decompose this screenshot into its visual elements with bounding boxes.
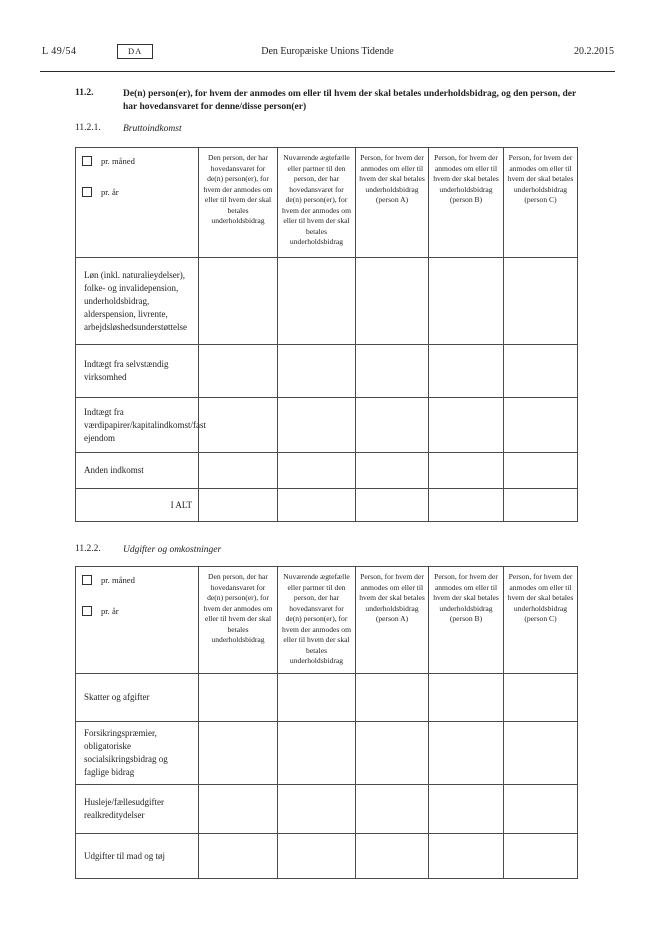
column-header-person-b: Person, for hvem der anmodes om eller til hvem der skal betales underholdsbidrag (person B) xyxy=(429,567,504,674)
amount-cell xyxy=(278,258,356,345)
amount-cell xyxy=(199,785,278,834)
table-row xyxy=(76,674,578,722)
column-header-spouse-partner: Nuværende ægtefælle eller partner til den person, der har hovedansvaret for de(n) person(er), for hvem der anmodes om eller til hvem der skal betales underholdsbidrag xyxy=(278,148,356,258)
amount-cell xyxy=(429,722,504,785)
row-label-salary-pension: Løn (inkl. naturalieydelser), folke- og invalidepension, underholdsbidrag, alderspension, livrente, arbejdsløshedsunderstøttelse xyxy=(76,258,199,345)
column-header-person-c: Person, for hvem der anmodes om eller til hvem der skal betales underholdsbidrag (person C) xyxy=(504,148,578,258)
row-label-self-employment: Indtægt fra selvstændig virksomhed xyxy=(76,345,199,398)
per-year-option xyxy=(82,606,192,617)
section-11-2-1 xyxy=(75,123,580,136)
per-year-checkbox[interactable] xyxy=(82,606,92,616)
section-title: De(n) person(er), for hvem der anmodes om eller til hvem der skal betales underholdsbidrag, og den person, der har hovedansvaret for denne/disse person(er) xyxy=(123,89,576,112)
amount-cell xyxy=(429,674,504,722)
section-11-2-2 xyxy=(75,544,580,557)
per-year-option xyxy=(82,187,192,198)
amount-cell xyxy=(199,834,278,879)
total-row xyxy=(76,489,578,522)
row-label-securities-property: Indtægt fra værdipapirer/kapitalindkomst/fast ejendom xyxy=(76,398,199,453)
period-header-cell xyxy=(76,148,199,258)
per-month-option xyxy=(82,156,192,167)
amount-cell xyxy=(504,453,578,489)
table-row xyxy=(76,722,578,785)
amount-cell xyxy=(356,674,429,722)
amount-cell xyxy=(278,834,356,879)
amount-cell xyxy=(429,345,504,398)
header-rule xyxy=(40,71,615,72)
section-11-2 xyxy=(75,88,580,114)
total-label: I ALT xyxy=(76,489,199,522)
amount-cell xyxy=(199,258,278,345)
page-header xyxy=(0,0,655,71)
amount-cell xyxy=(278,489,356,522)
row-label-taxes: Skatter og afgifter xyxy=(76,674,199,722)
amount-cell xyxy=(356,785,429,834)
section-number: 11.2. xyxy=(75,88,94,98)
amount-cell xyxy=(356,722,429,785)
amount-cell xyxy=(278,398,356,453)
publication-date: 20.2.2015 xyxy=(574,46,614,57)
language-badge: DA xyxy=(117,44,153,59)
amount-cell xyxy=(429,398,504,453)
per-year-label: pr. år xyxy=(101,605,119,616)
amount-cell xyxy=(504,785,578,834)
amount-cell xyxy=(429,489,504,522)
amount-cell xyxy=(278,345,356,398)
per-month-option xyxy=(82,575,192,586)
amount-cell xyxy=(504,489,578,522)
amount-cell xyxy=(199,345,278,398)
row-label-rent-mortgage: Husleje/fællesudgifter realkreditydelser xyxy=(76,785,199,834)
gross-income-table xyxy=(75,147,578,522)
amount-cell xyxy=(278,674,356,722)
amount-cell xyxy=(356,453,429,489)
per-month-label: pr. måned xyxy=(101,156,135,166)
column-header-person-c: Person, for hvem der anmodes om eller til hvem der skal betales underholdsbidrag (person C) xyxy=(504,567,578,674)
table-row xyxy=(76,258,578,345)
amount-cell xyxy=(356,398,429,453)
column-header-responsible-person: Den person, der har hovedansvaret for de(n) person(er), for hvem der anmodes om eller til hvem der skal betales underholdsbidrag xyxy=(199,567,278,674)
per-year-label: pr. år xyxy=(101,186,119,197)
column-header-spouse-partner: Nuværende ægtefælle eller partner til den person, der har hovedansvaret for de(n) person(er), for hvem der anmodes om eller til hvem der skal betales underholdsbidrag xyxy=(278,567,356,674)
per-month-checkbox[interactable] xyxy=(82,156,92,166)
amount-cell xyxy=(504,834,578,879)
page-number: L 49/54 xyxy=(42,46,77,57)
amount-cell xyxy=(504,345,578,398)
row-label-insurance-contributions: Forsikringspræmier, obligatoriske socialsikringsbidrag og faglige bidrag xyxy=(76,722,199,785)
section-number: 11.2.2. xyxy=(75,544,101,554)
amount-cell xyxy=(199,489,278,522)
per-month-checkbox[interactable] xyxy=(82,575,92,585)
column-header-person-b: Person, for hvem der anmodes om eller til hvem der skal betales underholdsbidrag (person B) xyxy=(429,148,504,258)
section-number: 11.2.1. xyxy=(75,123,101,133)
journal-title: Den Europæiske Unions Tidende xyxy=(261,46,394,57)
column-header-person-a: Person, for hvem der anmodes om eller til hvem der skal betales underholdsbidrag (person A) xyxy=(356,567,429,674)
amount-cell xyxy=(429,453,504,489)
table-row xyxy=(76,398,578,453)
column-header-responsible-person: Den person, der har hovedansvaret for de(n) person(er), for hvem der anmodes om eller til hvem der skal betales underholdsbidrag xyxy=(199,148,278,258)
table-row xyxy=(76,453,578,489)
row-label-food-clothing: Udgifter til mad og tøj xyxy=(76,834,199,879)
table-row xyxy=(76,345,578,398)
amount-cell xyxy=(429,258,504,345)
amount-cell xyxy=(199,398,278,453)
amount-cell xyxy=(504,674,578,722)
amount-cell xyxy=(504,258,578,345)
per-month-label: pr. måned xyxy=(101,575,135,585)
column-header-person-a: Person, for hvem der anmodes om eller til hvem der skal betales underholdsbidrag (person A) xyxy=(356,148,429,258)
section-title: Udgifter og omkostninger xyxy=(123,545,222,555)
amount-cell xyxy=(356,834,429,879)
table-row xyxy=(76,834,578,879)
amount-cell xyxy=(199,674,278,722)
table-row xyxy=(76,785,578,834)
amount-cell xyxy=(356,345,429,398)
amount-cell xyxy=(356,489,429,522)
amount-cell xyxy=(356,258,429,345)
amount-cell xyxy=(504,398,578,453)
row-label-other-income: Anden indkomst xyxy=(76,453,199,489)
amount-cell xyxy=(278,453,356,489)
amount-cell xyxy=(199,453,278,489)
amount-cell xyxy=(429,834,504,879)
period-header-cell xyxy=(76,567,199,674)
amount-cell xyxy=(278,785,356,834)
amount-cell xyxy=(504,722,578,785)
header-row xyxy=(76,148,578,258)
expenses-table xyxy=(75,566,578,879)
section-title: Bruttoindkomst xyxy=(123,124,182,134)
per-year-checkbox[interactable] xyxy=(82,187,92,197)
header-row xyxy=(76,567,578,674)
amount-cell xyxy=(278,722,356,785)
amount-cell xyxy=(199,722,278,785)
amount-cell xyxy=(429,785,504,834)
